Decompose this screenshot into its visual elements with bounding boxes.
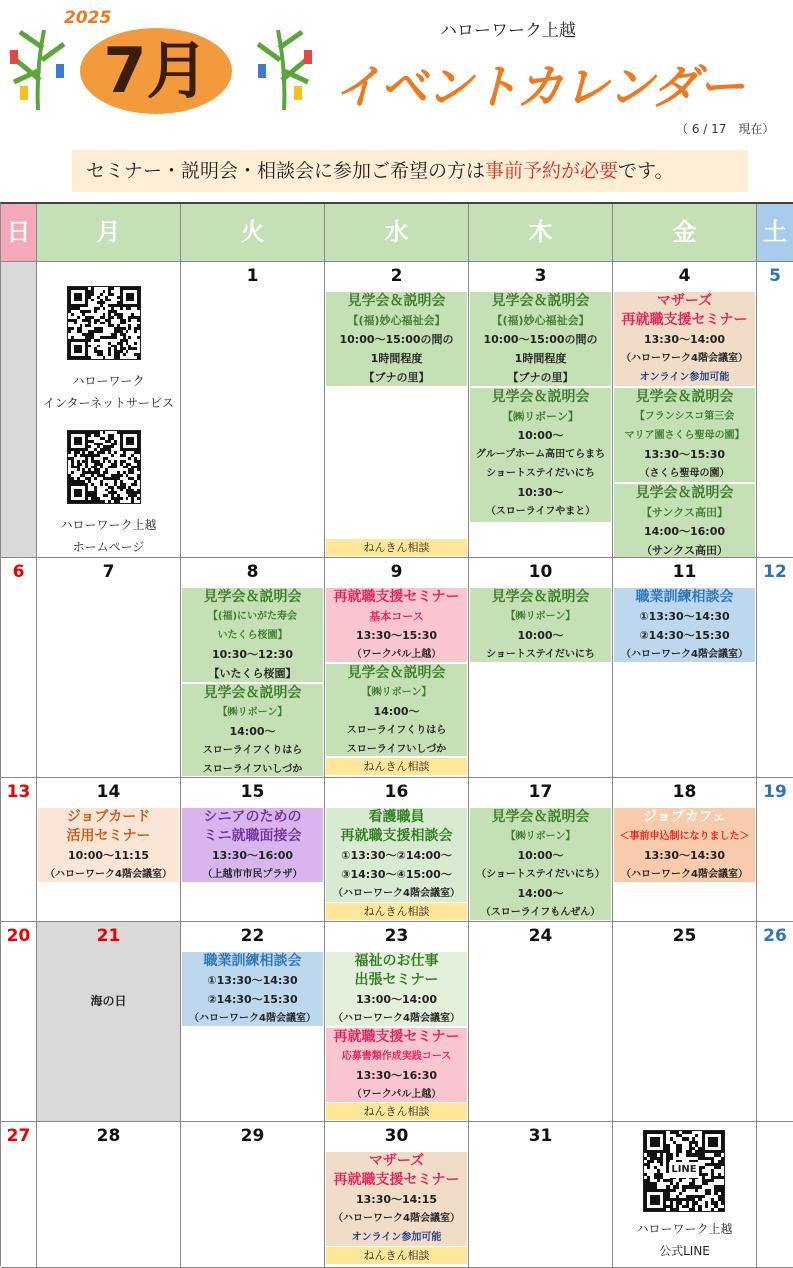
event-time: 10:00～ bbox=[517, 629, 564, 642]
event-note: ＜事前申込制になりました＞ bbox=[619, 831, 750, 842]
notice-highlight: 事前予約が必要 bbox=[485, 160, 619, 182]
pension-consultation[interactable]: ねんきん相談 bbox=[326, 1247, 467, 1264]
event-job-cafe[interactable] bbox=[614, 808, 755, 882]
event-training-consultation[interactable] bbox=[614, 588, 755, 662]
event-time: 10:00～ bbox=[517, 849, 564, 862]
event-title: 見学会＆説明会 bbox=[635, 485, 734, 501]
event-org: 【㈱リボーン】 bbox=[361, 687, 432, 698]
event-org: 【㈱リボーン】 bbox=[502, 410, 579, 423]
qr-module bbox=[721, 1208, 724, 1211]
day-cell bbox=[37, 558, 181, 778]
day-cell bbox=[325, 1122, 469, 1268]
day-cell-sat bbox=[757, 1122, 793, 1268]
event-jobcard-seminar[interactable] bbox=[38, 808, 179, 882]
office-name: ハローワーク上越 bbox=[440, 21, 576, 41]
event-place: グループホーム高田てらまち bbox=[475, 449, 606, 460]
qr-label: ハローワーク上越 bbox=[636, 1222, 733, 1236]
day-cell bbox=[37, 778, 181, 922]
event-place: ショートステイだいにち bbox=[486, 468, 595, 479]
event-title: シニアのための bbox=[203, 809, 302, 825]
event-place: スローライフいしづか bbox=[346, 744, 447, 755]
event-time: 13:30～14:00 bbox=[643, 333, 726, 346]
event-time: 1時間程度 bbox=[370, 352, 423, 365]
event-welfare-seminar[interactable] bbox=[326, 952, 467, 1026]
event-tour[interactable] bbox=[470, 588, 611, 662]
event-title: 見学会＆説明会 bbox=[491, 809, 590, 825]
event-title: ジョブカード bbox=[66, 809, 151, 825]
day-number: 10 bbox=[528, 562, 553, 582]
event-org: 【㈱リボーン】 bbox=[505, 831, 576, 842]
day-number: 2 bbox=[390, 266, 403, 286]
event-time: 13:30～15:30 bbox=[355, 629, 438, 642]
event-time: 13:30～16:30 bbox=[355, 1069, 438, 1082]
event-place: （スローライフもんぜん） bbox=[480, 907, 601, 918]
event-place: スローライフいしづか bbox=[202, 764, 303, 775]
event-time: ③14:30～④15:00～ bbox=[341, 868, 452, 881]
event-time: 10:00～11:15 bbox=[67, 849, 150, 862]
event-place: （ハローワーク4階会議室） bbox=[333, 888, 460, 899]
event-online-note: オンライン参加可能 bbox=[351, 1232, 442, 1243]
day-cell-sat bbox=[757, 922, 793, 1122]
event-title: 見学会＆説明会 bbox=[203, 589, 302, 605]
day-cell bbox=[469, 778, 613, 922]
day-cell bbox=[37, 1122, 181, 1268]
qr-label: ハローワーク上越 bbox=[60, 518, 157, 532]
day-cell bbox=[181, 262, 325, 558]
day-cell bbox=[325, 778, 469, 922]
day-cell bbox=[325, 558, 469, 778]
qr-label: ハローワーク bbox=[72, 374, 145, 388]
day-number: 9 bbox=[390, 562, 403, 582]
day-cell bbox=[181, 1122, 325, 1268]
event-mothers-seminar[interactable] bbox=[614, 292, 755, 386]
day-cell-sun bbox=[1, 778, 37, 922]
day-number: 27 bbox=[6, 1126, 31, 1146]
event-time: 10:00～15:00の間の bbox=[483, 333, 598, 346]
weekday-tue: 火 bbox=[181, 204, 325, 262]
notice-text: セミナー・説明会・相談会に参加ご希望の方は bbox=[86, 160, 486, 182]
event-time: 10:30～ bbox=[517, 486, 564, 499]
month-label: 7月 bbox=[103, 34, 209, 107]
day-number: 17 bbox=[528, 782, 553, 802]
event-title: 再就職支援相談会 bbox=[340, 828, 453, 844]
weekday-fri: 金 bbox=[613, 204, 757, 262]
event-place: （ハローワーク4階会議室） bbox=[333, 1013, 460, 1024]
event-org: 【(福)妙心福祉会】 bbox=[347, 314, 446, 327]
event-org: 【(福)妙心福祉会】 bbox=[491, 314, 590, 327]
event-org: 【フランシスコ第三会 bbox=[634, 411, 735, 422]
day-cell bbox=[613, 558, 757, 778]
event-subtitle: 基本コース bbox=[369, 610, 424, 623]
event-time: ①13:30～14:30 bbox=[639, 610, 730, 623]
day-number: 26 bbox=[763, 926, 787, 946]
event-title: 再就職支援セミナー bbox=[333, 1029, 460, 1045]
event-time: 10:00～15:00の間の bbox=[339, 333, 454, 346]
header bbox=[0, 0, 793, 200]
day-number: 25 bbox=[672, 926, 697, 946]
notice-end: です。 bbox=[618, 160, 674, 182]
day-number: 4 bbox=[678, 266, 691, 286]
event-time: 1時間程度 bbox=[514, 352, 567, 365]
event-title: 職業訓練相談会 bbox=[635, 589, 734, 605]
day-number: 1 bbox=[246, 266, 259, 286]
day-number: 19 bbox=[763, 782, 787, 802]
event-title: 見学会＆説明会 bbox=[347, 665, 446, 681]
event-tour[interactable] bbox=[182, 588, 323, 682]
event-time: 14:00～ bbox=[373, 705, 420, 718]
day-number: 14 bbox=[96, 782, 121, 802]
weekday-sun: 日 bbox=[1, 204, 37, 262]
day-cell bbox=[613, 778, 757, 922]
event-place: （ハローワーク4階会議室） bbox=[621, 869, 748, 880]
qr-label: ホームページ bbox=[72, 540, 145, 554]
event-time: 13:30～14:15 bbox=[355, 1193, 438, 1206]
event-place: （ショートステイだいにち） bbox=[476, 869, 605, 880]
event-time: 10:30～12:30 bbox=[211, 648, 294, 661]
event-place: 【ブナの里】 bbox=[363, 371, 430, 384]
event-tour[interactable] bbox=[470, 292, 611, 386]
day-cell bbox=[469, 262, 613, 558]
event-time: 13:30～14:30 bbox=[643, 849, 726, 862]
day-number: 12 bbox=[763, 562, 787, 582]
event-place: 【いたくら桜園】 bbox=[208, 667, 297, 680]
reservation-notice bbox=[72, 150, 748, 192]
bamboo-decoration-right bbox=[252, 20, 316, 110]
weekday-wed: 水 bbox=[325, 204, 469, 262]
weekday-sat: 土 bbox=[757, 204, 793, 262]
event-nurse-consultation[interactable] bbox=[326, 808, 467, 902]
day-number: 21 bbox=[96, 926, 121, 946]
event-title: 見学会＆説明会 bbox=[491, 293, 590, 309]
event-place: （ワークパル上越） bbox=[351, 1089, 442, 1100]
day-cell-sun bbox=[1, 922, 37, 1122]
event-tour[interactable] bbox=[614, 484, 755, 557]
day-number: 31 bbox=[528, 1126, 553, 1146]
event-place: （ワークパル上越） bbox=[351, 649, 442, 660]
event-time: 13:30～16:00 bbox=[211, 849, 294, 862]
event-org: 【(福)にいがた寿会 bbox=[207, 611, 298, 622]
event-place: （ハローワーク4階会議室） bbox=[189, 1013, 316, 1024]
day-cell-sun bbox=[1, 558, 37, 778]
event-mothers-seminar[interactable] bbox=[326, 1152, 467, 1246]
event-place: （ハローワーク4階会議室） bbox=[45, 869, 172, 880]
event-title: ジョブカフェ bbox=[643, 809, 726, 825]
event-place: （上越市市民プラザ） bbox=[202, 869, 303, 880]
weekday-thu: 木 bbox=[469, 204, 613, 262]
event-time: ②14:30～15:30 bbox=[207, 993, 298, 1006]
event-title: 見学会＆説明会 bbox=[203, 685, 302, 701]
event-tour[interactable] bbox=[614, 388, 755, 482]
qr-module bbox=[137, 356, 140, 359]
event-time: ①13:30～14:30 bbox=[207, 974, 298, 987]
qr-code-internet-service[interactable] bbox=[67, 286, 141, 360]
event-title: 看護職員 bbox=[368, 809, 425, 825]
day-number: 13 bbox=[6, 782, 31, 802]
day-cell bbox=[469, 922, 613, 1122]
event-place: （ハローワーク4階会議室） bbox=[621, 649, 748, 660]
event-place: （スローライフやまと） bbox=[485, 506, 596, 517]
day-cell-sat bbox=[757, 262, 793, 558]
event-tour[interactable] bbox=[326, 664, 467, 756]
day-number: 3 bbox=[534, 266, 547, 286]
day-cell bbox=[325, 922, 469, 1122]
day-cell bbox=[325, 262, 469, 558]
event-time: 14:00～ bbox=[229, 725, 276, 738]
day-cell-sun bbox=[1, 1122, 37, 1268]
event-title: 福祉のお仕事 bbox=[354, 953, 439, 969]
event-time: 10:00～ bbox=[517, 429, 564, 442]
event-org: マリア園さくら聖母の園】 bbox=[624, 430, 745, 441]
day-cell-sat bbox=[757, 558, 793, 778]
bamboo-decoration-left bbox=[6, 20, 70, 110]
day-number: 28 bbox=[96, 1126, 121, 1146]
event-place: スローライフくりはら bbox=[346, 725, 447, 736]
pension-consultation[interactable]: ねんきん相談 bbox=[326, 758, 467, 775]
weekday-mon: 月 bbox=[37, 204, 181, 262]
event-place: （ハローワーク4階会議室） bbox=[333, 1213, 460, 1224]
event-tour[interactable] bbox=[182, 684, 323, 776]
day-number: 7 bbox=[102, 562, 115, 582]
line-logo: LINE bbox=[669, 1162, 699, 1178]
day-number: 8 bbox=[246, 562, 259, 582]
event-org: 【㈱リボーン】 bbox=[505, 611, 576, 622]
qr-label: インターネットサービス bbox=[43, 396, 174, 410]
qr-cell bbox=[37, 262, 181, 558]
day-cell-sat bbox=[757, 778, 793, 922]
event-org: 【㈱リボーン】 bbox=[217, 707, 288, 718]
day-number: 6 bbox=[12, 562, 25, 582]
page-title: イベントカレンダー bbox=[334, 60, 744, 115]
event-place: （サンクス高田） bbox=[640, 544, 729, 557]
event-title: 見学会＆説明会 bbox=[491, 589, 590, 605]
event-title: 見学会＆説明会 bbox=[491, 389, 590, 405]
qr-label: 公式LINE bbox=[659, 1244, 710, 1258]
event-org: いたくら桜園】 bbox=[217, 630, 288, 641]
event-title: 職業訓練相談会 bbox=[203, 953, 302, 969]
pension-consultation[interactable]: ねんきん相談 bbox=[326, 903, 467, 920]
event-time: 14:00～ bbox=[517, 887, 564, 900]
day-cell bbox=[469, 558, 613, 778]
day-cell bbox=[181, 778, 325, 922]
pension-consultation[interactable]: ねんきん相談 bbox=[326, 1103, 467, 1120]
event-place: 【ブナの里】 bbox=[507, 371, 574, 384]
event-title: マザーズ bbox=[368, 1153, 425, 1169]
day-cell bbox=[181, 558, 325, 778]
line-qr-cell bbox=[613, 1122, 757, 1268]
event-tour[interactable] bbox=[326, 292, 467, 386]
event-place: （さくら聖母の園） bbox=[639, 468, 730, 479]
day-number: 15 bbox=[240, 782, 265, 802]
event-time: 13:00～14:00 bbox=[355, 993, 438, 1006]
day-number: 11 bbox=[672, 562, 697, 582]
event-senior-interview[interactable] bbox=[182, 808, 323, 882]
day-cell bbox=[469, 1122, 613, 1268]
event-reemployment-seminar[interactable] bbox=[326, 1028, 467, 1102]
day-number: 29 bbox=[240, 1126, 265, 1146]
event-place: スローライフくりはら bbox=[202, 745, 303, 756]
event-tour[interactable] bbox=[470, 808, 611, 920]
day-number: 22 bbox=[240, 926, 265, 946]
event-online-note: オンライン参加可能 bbox=[639, 372, 730, 383]
day-cell bbox=[181, 922, 325, 1122]
event-title: マザーズ bbox=[656, 293, 713, 309]
day-number: 20 bbox=[6, 926, 31, 946]
event-title: 見学会＆説明会 bbox=[635, 389, 734, 405]
event-title: ミニ就職面接会 bbox=[203, 828, 302, 844]
event-title: 再就職支援セミナー bbox=[333, 1172, 460, 1188]
event-org: 【サンクス高田】 bbox=[640, 506, 729, 519]
year: 2025 bbox=[64, 8, 112, 28]
event-title: 再就職支援セミナー bbox=[621, 312, 748, 328]
day-cell-holiday bbox=[37, 922, 181, 1122]
event-place: （ハローワーク4階会議室） bbox=[621, 353, 748, 364]
pension-consultation[interactable]: ねんきん相談 bbox=[326, 539, 467, 556]
event-time: 13:30～15:30 bbox=[643, 448, 726, 461]
day-cell bbox=[613, 922, 757, 1122]
day-cell-empty bbox=[1, 262, 37, 558]
qr-code-homepage[interactable] bbox=[67, 430, 141, 504]
event-tour[interactable] bbox=[470, 388, 611, 522]
event-time: ①13:30～②14:00～ bbox=[341, 849, 452, 862]
event-time: ②14:30～15:30 bbox=[639, 629, 730, 642]
event-title: 出張セミナー bbox=[354, 972, 439, 988]
event-training-consultation[interactable] bbox=[182, 952, 323, 1026]
calendar bbox=[0, 202, 793, 1266]
event-reemployment-seminar[interactable] bbox=[326, 588, 467, 662]
day-number: 24 bbox=[528, 926, 553, 946]
day-number: 23 bbox=[384, 926, 409, 946]
day-number: 5 bbox=[769, 266, 781, 286]
day-number: 16 bbox=[384, 782, 409, 802]
as-of-date: （ 6 / 17 現在） bbox=[676, 122, 775, 136]
day-number: 30 bbox=[384, 1126, 409, 1146]
event-time: 14:00～16:00 bbox=[643, 525, 726, 538]
holiday-label: 海の日 bbox=[90, 994, 127, 1008]
day-number: 18 bbox=[672, 782, 697, 802]
event-title: 再就職支援セミナー bbox=[333, 589, 460, 605]
event-place: ショートステイだいにち bbox=[486, 649, 595, 660]
qr-module bbox=[137, 500, 140, 503]
day-cell bbox=[613, 262, 757, 558]
event-subtitle: 応募書類作成実践コース bbox=[341, 1051, 452, 1062]
event-title: 活用セミナー bbox=[66, 828, 151, 844]
event-title: 見学会＆説明会 bbox=[347, 293, 446, 309]
